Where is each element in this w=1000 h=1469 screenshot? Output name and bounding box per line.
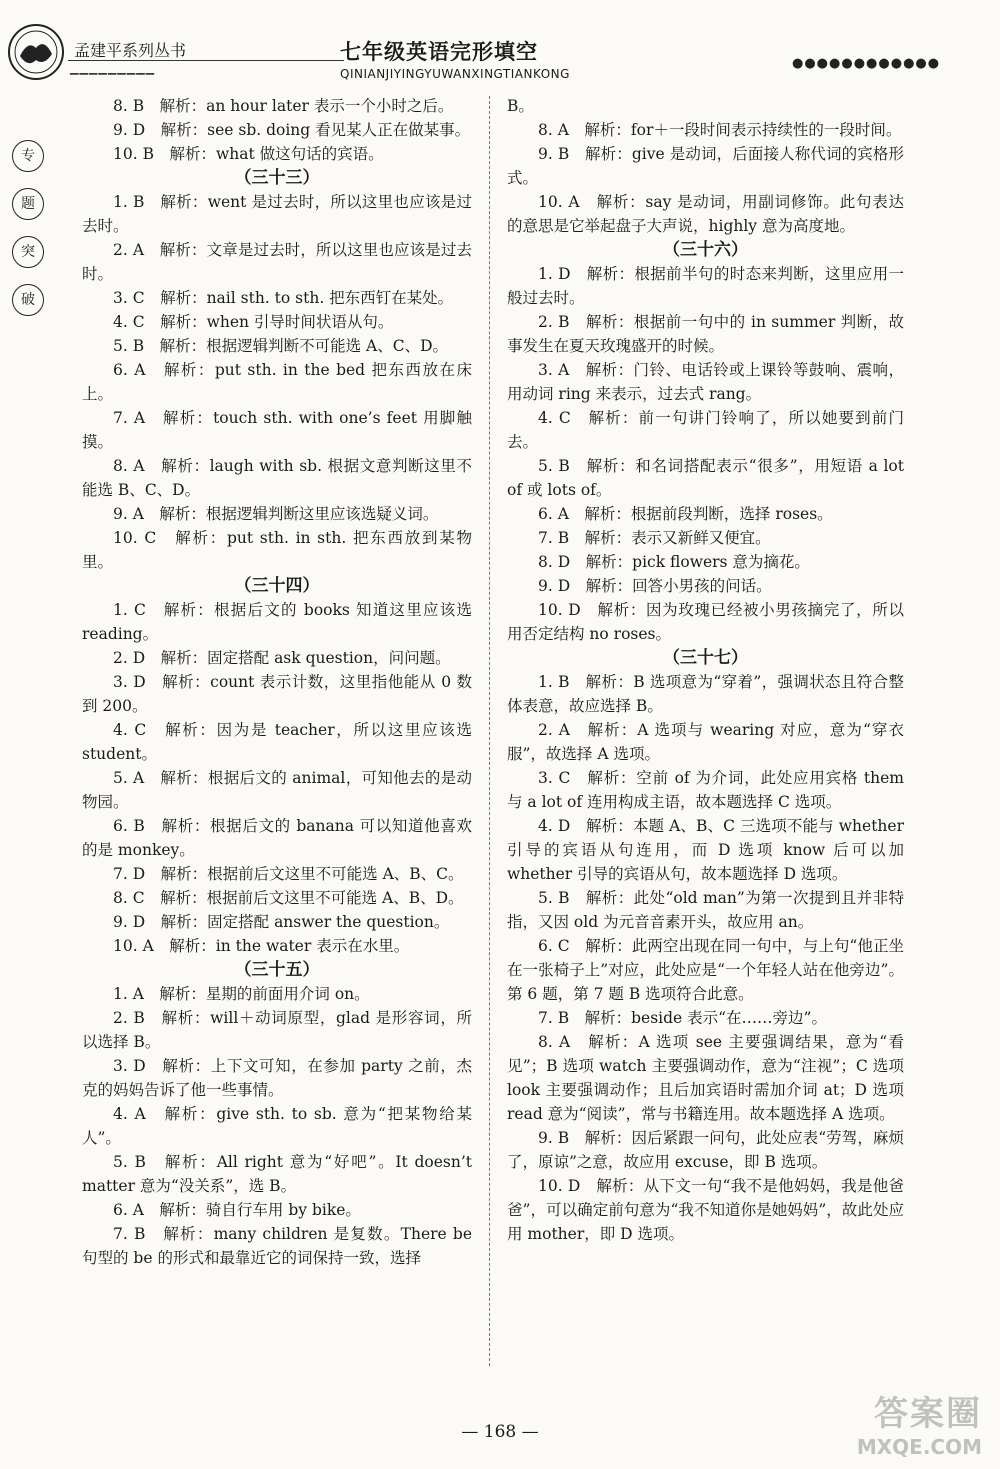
- answer-item: 10. B 解析：what 做这句话的宾语。: [113, 145, 384, 163]
- publisher-logo-icon: [6, 22, 66, 82]
- header-rule: [68, 60, 344, 61]
- watermark-url: MXQE.COM: [856, 1435, 982, 1459]
- answer-item: 7. B 解析：表示又新鲜又便宜。: [538, 529, 771, 547]
- answer-item: 2. B 解析：根据前一句中的 in summer 判断，故事发生在夏天玫瑰盛开的时候。: [507, 313, 904, 355]
- answer-item: 10. D 解析：从下文一句“我不是他妈妈，我是他爸爸”，可以确定前句意为“我不知道你是她妈妈”，故此处应用 mother，即 D 选项。: [507, 1177, 904, 1243]
- answer-item: 7. D 解析：根据前后文这里不可能选 A、B、C。: [113, 865, 464, 883]
- column-divider: [489, 96, 490, 1366]
- answer-item: 8. B 解析：an hour later 表示一个小时之后。: [113, 97, 454, 115]
- answer-item: 3. D 解析：count 表示计数，这里指他能从 0 数到 200。: [82, 673, 472, 715]
- answer-item: 3. C 解析：nail sth. to sth. 把东西钉在某处。: [113, 289, 454, 307]
- answer-item: 6. A 解析：根据前段判断，选择 roses。: [538, 505, 833, 523]
- answer-item: 10. D 解析：因为玫瑰已经被小男孩摘完了，所以用否定结构 no roses。: [507, 601, 904, 643]
- side-tag: 专: [12, 140, 44, 172]
- answer-item: 8. A 解析：laugh with sb. 根据文意判断这里不能选 B、C、D。: [82, 457, 472, 499]
- answer-item: 6. B 解析：根据后文的 banana 可以知道他喜欢的是 monkey。: [82, 817, 472, 859]
- answer-item: 8. A 解析：A 选项 see 主要强调结果，意为“看见”；B 选项 watch 主要强调动作，意为“注视”；C 选项 look 主要强调动作；且后加宾语时需加介词 at；D 选项 read 意为“阅读”，常与书籍连用。故本题选择 A 选项。: [507, 1033, 904, 1123]
- section-title: （三十六）: [663, 240, 748, 260]
- answer-item: 9. D 解析：固定搭配 answer the question。: [113, 913, 450, 931]
- answer-item: 7. B 解析：many children 是复数。There be 句型的 be 的形式和最靠近它的词保持一致，选择: [82, 1225, 472, 1267]
- answer-item: 5. B 解析：和名词搭配表示“很多”，用短语 a lot of 或 lots of。: [507, 457, 904, 499]
- answer-item: 1. A 解析：星期的前面用介词 on。: [113, 985, 370, 1003]
- answer-item: 4. C 解析：前一句讲门铃响了，所以她要到前门去。: [507, 409, 904, 451]
- answer-item: 4. A 解析：give sth. to sb. 意为“把某物给某人”。: [82, 1105, 472, 1147]
- page-header: [0, 0, 1000, 88]
- book-title-pinyin: QINIANJIYINGYUWANXINGTIANKONG: [340, 67, 570, 81]
- section-title: （三十三）: [234, 168, 320, 188]
- answer-item: 6. A 解析：骑自行车用 by bike。: [113, 1201, 361, 1219]
- answer-item: 7. B 解析：beside 表示“在……旁边”。: [538, 1009, 827, 1027]
- answer-item: 9. B 解析：因后紧跟一问句，此处应表“劳驾，麻烦了，原谅”之意，故应用 excuse，即 B 选项。: [507, 1129, 904, 1171]
- answer-item: 1. D 解析：根据前半句的时态来判断，这里应用一般过去时。: [507, 265, 904, 307]
- answer-item: 5. B 解析：根据逻辑判断不可能选 A、C、D。: [113, 337, 449, 355]
- section-title: （三十五）: [234, 960, 320, 980]
- answer-item: 5. B 解析：All right 意为“好吧”。It doesn’t matter 意为“没关系”，选 B。: [82, 1153, 472, 1195]
- answer-item: 5. B 解析：此处“old man”为第一次提到且并非特指，又因 old 为元音音素开头，故应用 an。: [507, 889, 904, 931]
- series-name: 孟建平系列丛书: [74, 41, 187, 60]
- answer-item: 5. A 解析：根据后文的 animal，可知他去的是动物园。: [82, 769, 472, 811]
- answer-item: 6. A 解析：put sth. in the bed 把东西放在床上。: [82, 361, 472, 403]
- book-title: 七年级英语完形填空: [340, 40, 538, 64]
- answer-item: 1. B 解析：went 是过去时，所以这里也应该是过去时。: [82, 193, 472, 235]
- answer-item: 10. C 解析：put sth. in sth. 把东西放到某物里。: [82, 529, 472, 571]
- header-decoration: ▁▁▁▁▁▁▁▁▁: [70, 62, 156, 75]
- answer-item: 10. A 解析：say 是动词，用副词修饰。此句表达的意思是它举起盘子大声说，highly 意为高度地。: [507, 193, 904, 235]
- section-title: （三十七）: [663, 648, 748, 668]
- page-number: — 168 —: [461, 1422, 539, 1442]
- answer-item: 2. B 解析：will＋动词原型，glad 是形容词，所以选择 B。: [82, 1009, 472, 1051]
- answer-item: 10. A 解析：in the water 表示在水里。: [113, 937, 410, 955]
- answer-item: 9. B 解析：give 是动词，后面接人称代词的宾格形式。: [507, 145, 904, 187]
- answer-item: 4. C 解析：因为是 teacher，所以这里应该选 student。: [82, 721, 472, 763]
- answer-item: 1. C 解析：根据后文的 books 知道这里应该选 reading。: [82, 601, 472, 643]
- answer-item: 4. D 解析：本题 A、B、C 三选项不能与 whether 引导的宾语从句连用，而 D 选项 know 后可以加 whether 引导的宾语从句，故本题选择 D 选项。: [507, 817, 904, 883]
- site-watermark: [822, 1386, 982, 1459]
- answer-item: 2. A 解析：文章是过去时，所以这里也应该是过去时。: [82, 241, 472, 283]
- answer-continuation: B。: [507, 97, 534, 115]
- answer-item: 8. C 解析：根据前后文这里不可能选 A、B、D。: [113, 889, 464, 907]
- answer-item: 8. D 解析：pick flowers 意为摘花。: [538, 553, 810, 571]
- answer-item: 3. D 解析：上下文可知，在参加 party 之前，杰克的妈妈告诉了他一些事情。: [82, 1057, 472, 1099]
- answer-item: 6. C 解析：此两空出现在同一句中，与上句“他正坐在一张椅子上”对应，此处应是“一个年轻人站在他旁边”。第 6 题，第 7 题 B 选项符合此意。: [507, 937, 904, 1003]
- side-tags: [12, 140, 52, 332]
- side-tag: 题: [12, 188, 44, 220]
- header-dots: ●●●●●●●●●●●●: [792, 56, 941, 71]
- answer-item: 3. A 解析：门铃、电话铃或上课铃等鼓响、震响，用动词 ring 来表示，过去式 rang。: [507, 361, 904, 403]
- answer-item: 7. A 解析：touch sth. with one’s feet 用脚触摸。: [82, 409, 472, 451]
- watermark-text: 答案圈: [874, 1394, 982, 1434]
- side-tag: 突: [12, 236, 44, 268]
- answer-item: 9. D 解析：see sb. doing 看见某人正在做某事。: [113, 121, 471, 139]
- answer-item: 2. D 解析：固定搭配 ask question，问问题。: [113, 649, 451, 667]
- answer-item: 2. A 解析：A 选项与 wearing 对应，意为“穿衣服”，故选择 A 选项。: [507, 721, 904, 763]
- section-title: （三十四）: [234, 576, 320, 596]
- right-column: [507, 94, 904, 1246]
- answer-item: 4. C 解析：when 引导时间状语从句。: [113, 313, 394, 331]
- side-tag: 破: [12, 284, 44, 316]
- answer-item: 8. A 解析：for＋一段时间表示持续性的一段时间。: [538, 121, 902, 139]
- answer-item: 1. B 解析：B 选项意为“穿着”，强调状态且符合整体表意，故应选择 B。: [507, 673, 904, 715]
- answer-item: 9. D 解析：回答小男孩的问话。: [538, 577, 772, 595]
- left-column: [82, 94, 472, 1270]
- answer-item: 3. C 解析：空前 of 为介词，此处应用宾格 them 与 a lot of 连用构成主语，故本题选择 C 选项。: [507, 769, 904, 811]
- answer-item: 9. A 解析：根据逻辑判断这里应该选疑义词。: [113, 505, 439, 523]
